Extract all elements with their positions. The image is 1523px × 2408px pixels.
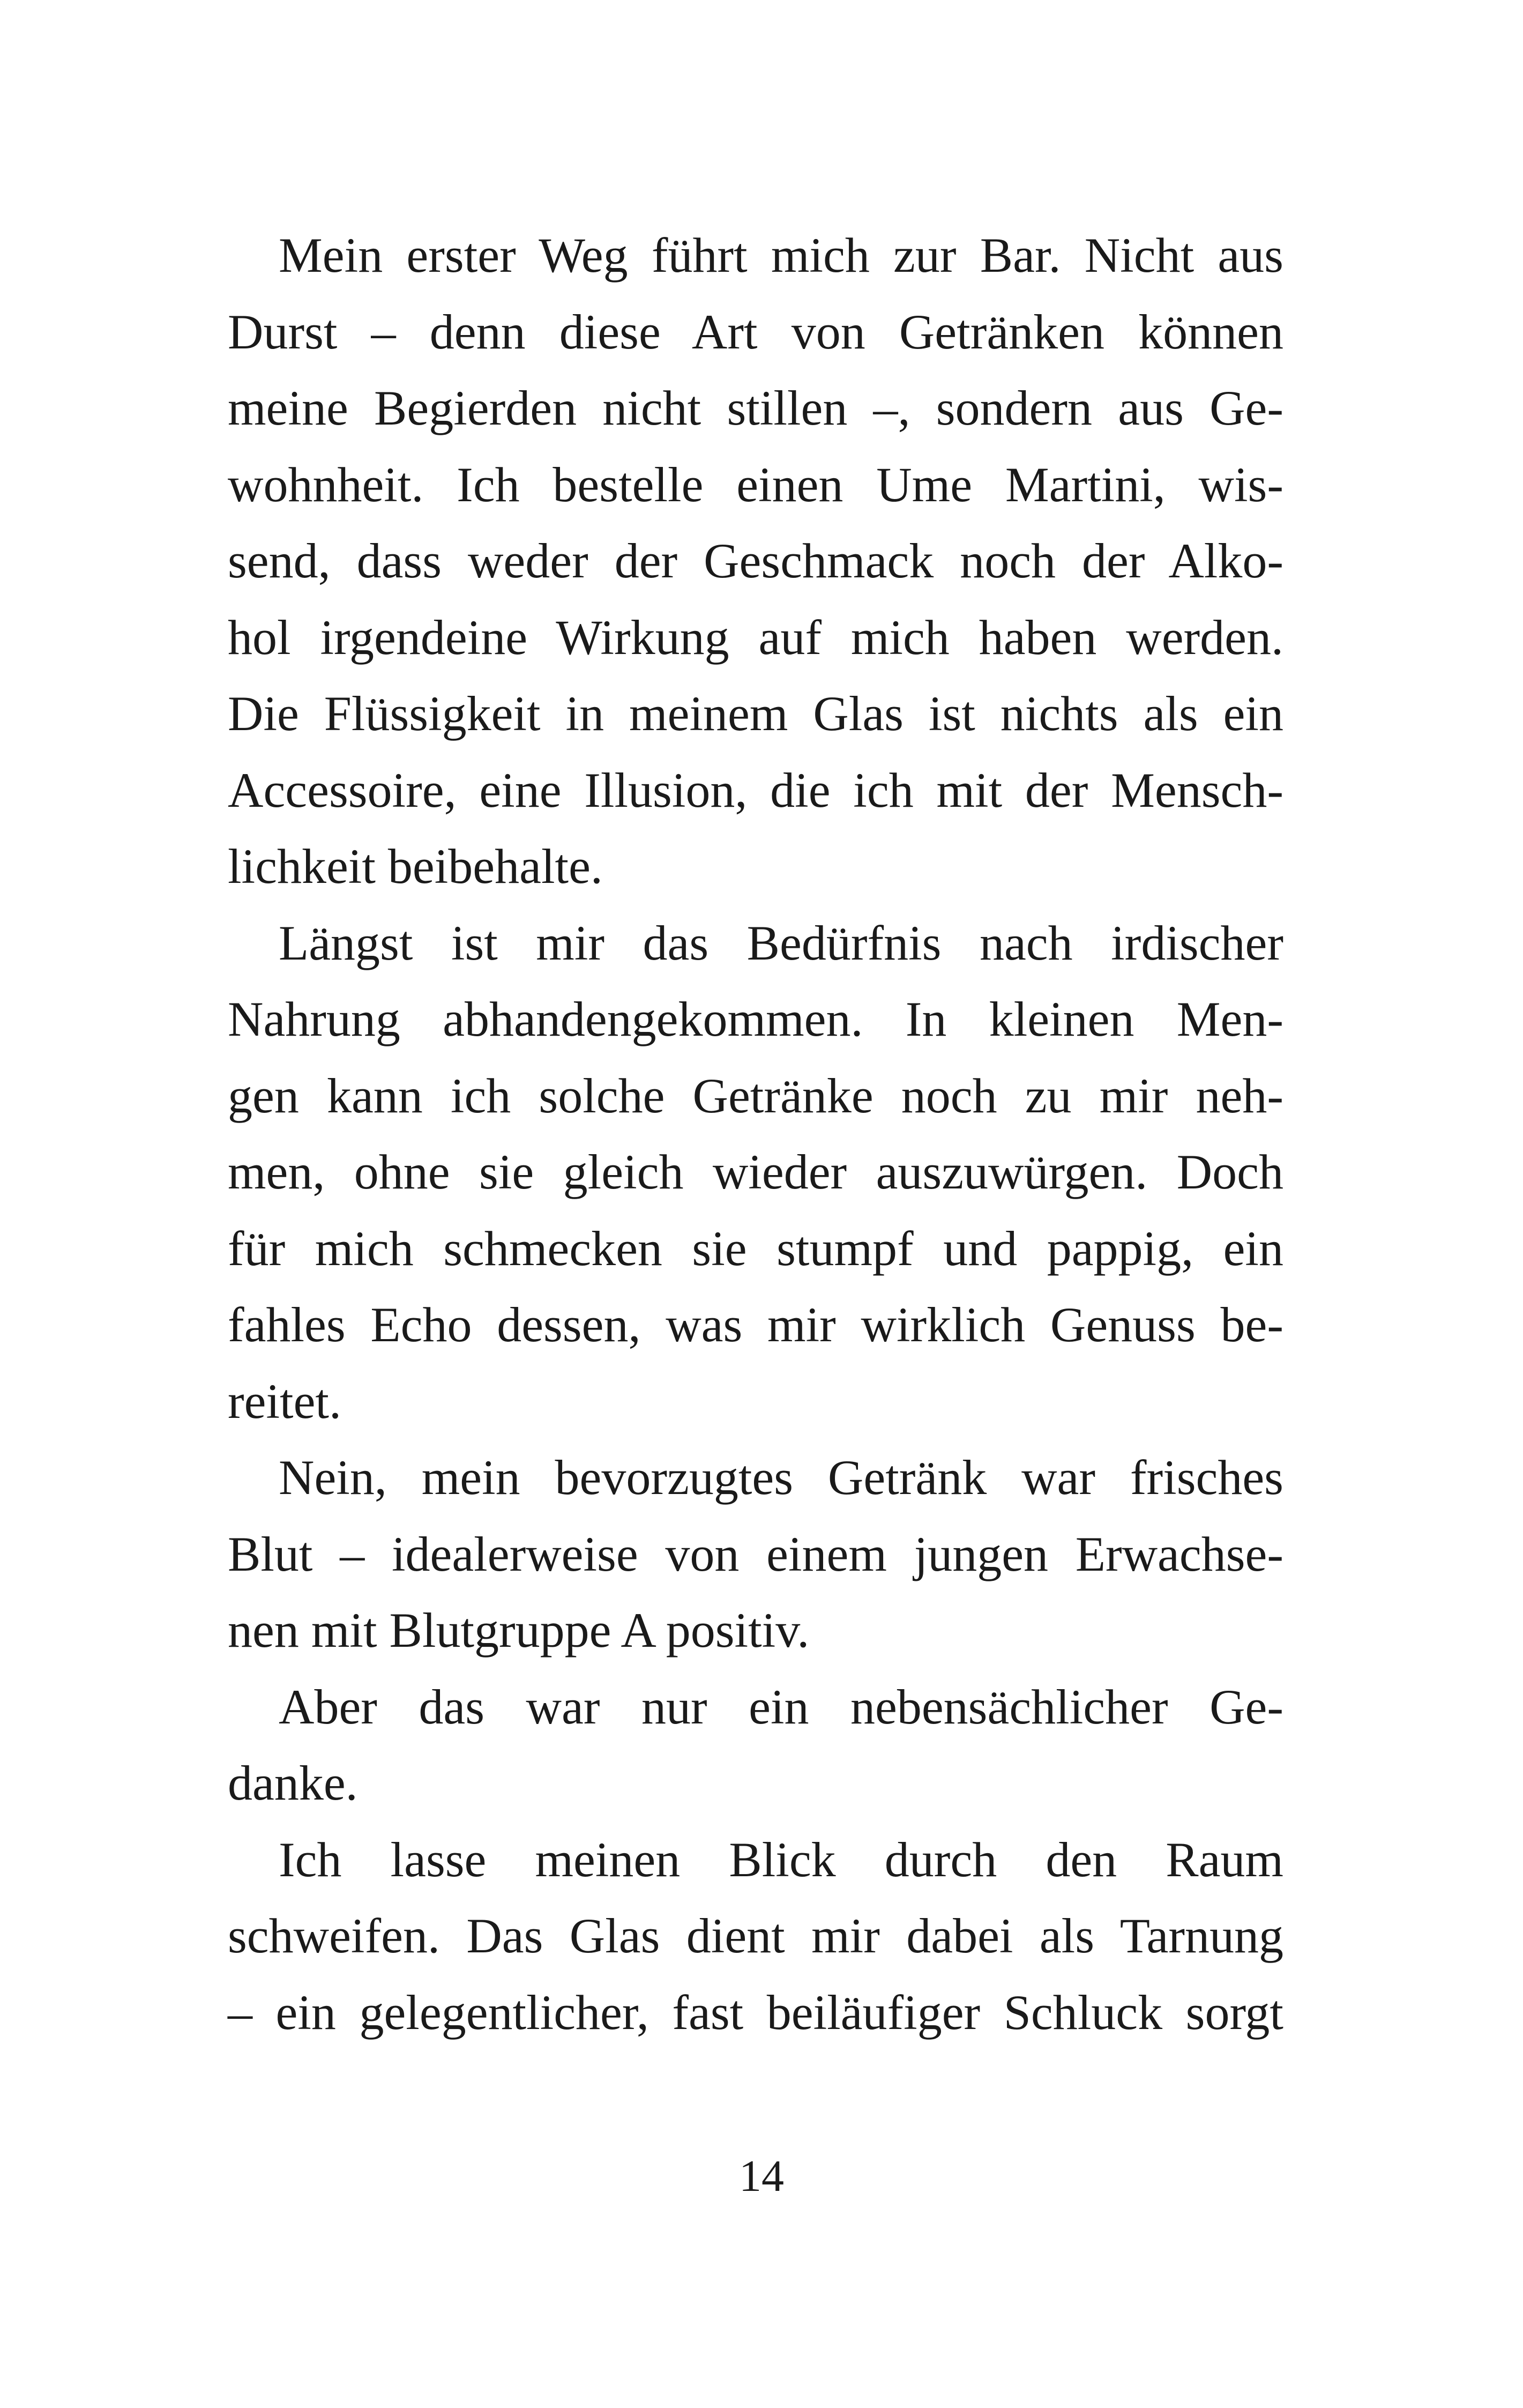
text-line: meine Begierden nicht stillen –, sondern aus Ge- (228, 381, 1283, 435)
text-line: reitet. (228, 1373, 341, 1429)
text-line: Accessoire, eine Illusion, die ich mit der Mensch- (228, 762, 1283, 817)
text-line: Nahrung abhandengekommen. In kleinen Men- (228, 992, 1283, 1046)
text-line: hol irgendeine Wirkung auf mich haben werden. (228, 610, 1283, 665)
text-line: nen mit Blutgruppe A positiv. (228, 1603, 810, 1658)
text-line: gen kann ich solche Getränke noch zu mir neh- (228, 1068, 1283, 1123)
text-line: schweifen. Das Glas dient mir dabei als Tarnung (228, 1908, 1283, 1963)
text-line: Aber das war nur ein nebensächlicher Ge- (279, 1679, 1283, 1734)
text-line: Durst – denn diese Art von Getränken können (228, 304, 1283, 359)
text-line: für mich schmecken sie stumpf und pappig, ein (228, 1221, 1283, 1276)
text-line: wohnheit. Ich bestelle einen Ume Martini, wis- (228, 457, 1283, 512)
text-line: Die Flüssigkeit in meinem Glas ist nichts als ein (228, 686, 1283, 741)
text-line: Nein, mein bevorzugtes Getränk war frisches (279, 1450, 1283, 1505)
text-line: Mein erster Weg führt mich zur Bar. Nicht aus (279, 228, 1283, 283)
text-line: – ein gelegentlicher, fast beiläufiger Schluck sorgt (228, 1985, 1283, 2040)
text-line: Blut – idealerweise von einem jungen Erwachse- (228, 1526, 1283, 1581)
text-line: men, ohne sie gleich wieder auszuwürgen. Doch (228, 1144, 1283, 1199)
text-line: fahles Echo dessen, was mir wirklich Genuss be- (228, 1297, 1283, 1352)
body-text (228, 217, 1283, 2050)
page-number: 14 (739, 2151, 784, 2201)
text-line: send, dass weder der Geschmack noch der Alko- (228, 533, 1283, 588)
text-line: Längst ist mir das Bedürfnis nach irdischer (279, 915, 1283, 970)
text-line: lichkeit beibehalte. (228, 839, 603, 894)
text-line: Ich lasse meinen Blick durch den Raum (279, 1832, 1283, 1887)
text-line: danke. (228, 1756, 358, 1810)
